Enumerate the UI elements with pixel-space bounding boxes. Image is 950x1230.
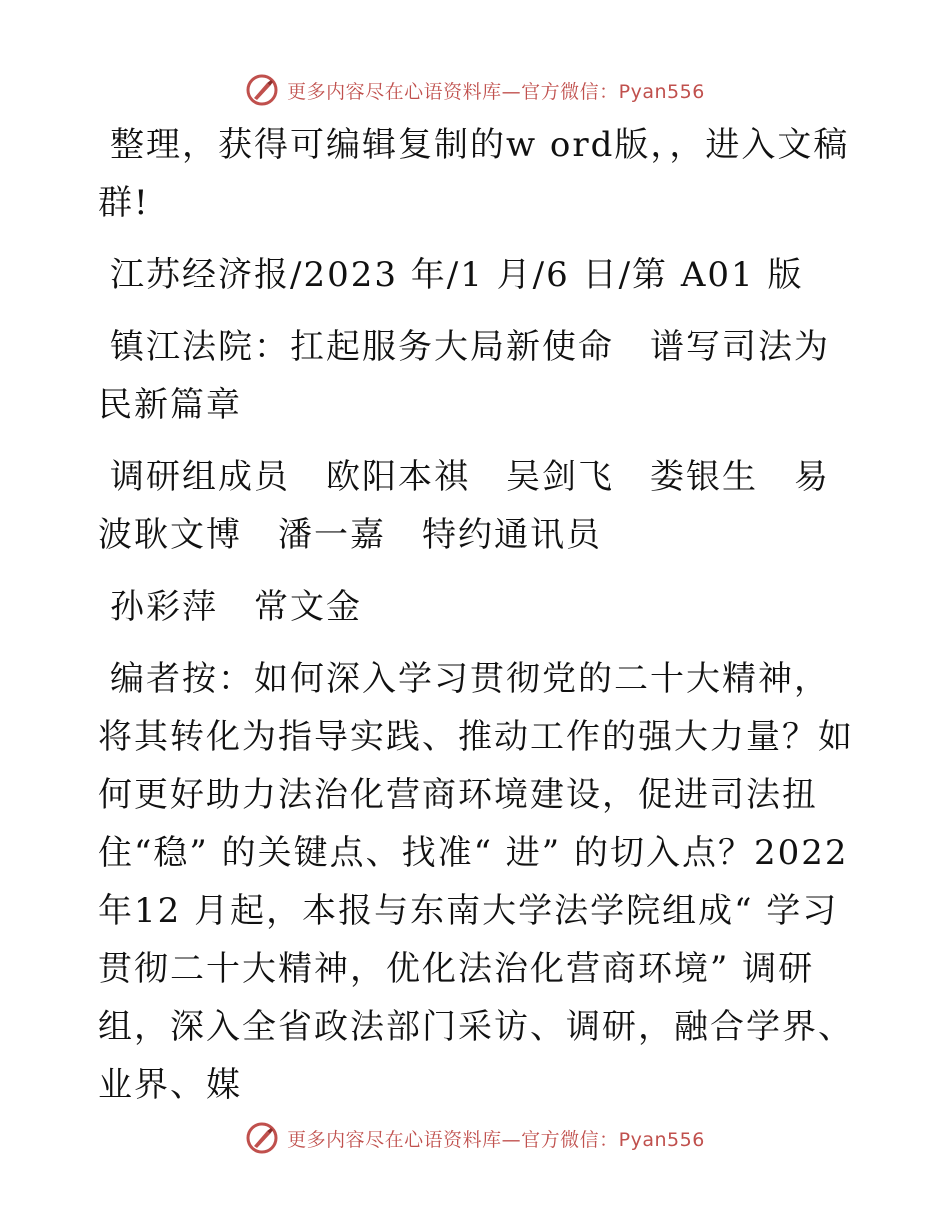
document-body <box>98 116 858 1128</box>
source-line: 江苏经济报/2023 年/1 月/6 日/第 A01 版 <box>110 255 804 295</box>
correspondent-names: 孙彩萍 常文金 <box>110 587 362 627</box>
editor-note-paragraph: 编者按：如何深入学习贯彻党的二十大精神，将其转化为指导实践、推动工作的强大力量？如何更好助力法治化营商环境建设，促进司法扭住“稳” 的关键点、找准“ 进” 的切入点？2022 年12 月起，本报与东南大学法学院组成“ 学习贯彻二十大精神，优化法治化营商环境” 调研组，深入全省政法部门采访、调研，融合学界、业界、媒 <box>98 659 854 1105</box>
footer-watermark-text: 更多内容尽在心语资料库—官方微信：Pyan556 <box>287 1128 705 1151</box>
article-title: 镇江法院：扛起服务大局新使命 谱写司法为民新篇章 <box>98 327 830 425</box>
intro-note-paragraph: 整理，获得可编辑复制的w ord版，，进入文稿群! <box>98 125 850 223</box>
footer-watermark-banner <box>0 1118 950 1158</box>
pen-logo-icon <box>245 73 279 107</box>
header-watermark-text: 更多内容尽在心语资料库—官方微信：Pyan556 <box>287 80 705 103</box>
research-team-members: 调研组成员 欧阳本祺 吴剑飞 娄银生 易波耿文博 潘一嘉 特约通讯员 <box>98 457 830 555</box>
pen-logo-icon <box>245 1121 279 1155</box>
header-watermark-banner <box>0 70 950 110</box>
